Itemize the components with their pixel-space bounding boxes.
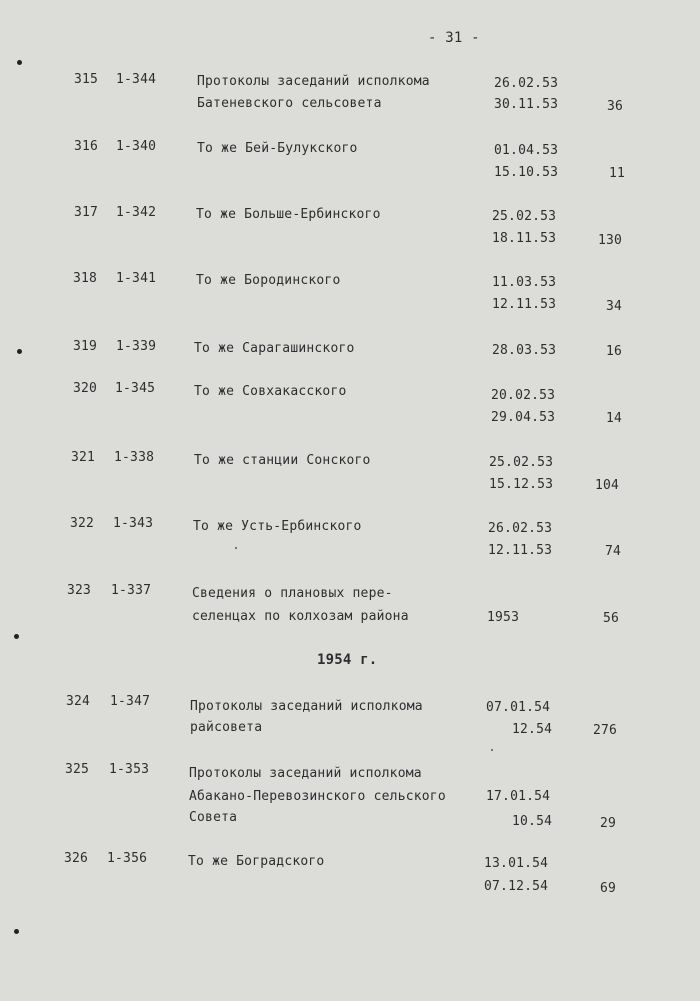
end-date: 15.12.53 (489, 477, 554, 492)
entry-number: 320 (73, 381, 98, 396)
end-date: 12.54 (512, 722, 553, 737)
end-date: 12.11.53 (488, 543, 553, 558)
start-date: 13.01.54 (484, 856, 549, 871)
sheet-count: 36 (607, 99, 624, 114)
end-date: 07.12.54 (484, 879, 549, 894)
entry-title-line: То же станции Сонского (194, 453, 371, 468)
start-date: 20.02.53 (491, 388, 556, 403)
paper-speck (491, 749, 493, 751)
year-heading: 1954 г. (317, 652, 378, 668)
start-date: 1953 (487, 610, 520, 625)
entry-number: 324 (66, 694, 91, 709)
entry-number: 322 (70, 516, 95, 531)
entry-title-line: То же Сарагашинского (194, 341, 355, 356)
entry-title-line: То же Больше-Ербинского (196, 207, 381, 222)
entry-title-line: Совета (189, 810, 238, 825)
binder-hole-mark (14, 929, 19, 934)
end-date: 10.54 (512, 814, 553, 829)
entry-number: 317 (74, 205, 99, 220)
sheet-count: 276 (593, 723, 618, 738)
entry-title-line: Абакано-Перевозинского сельского (189, 789, 446, 804)
sheet-count: 29 (600, 816, 617, 831)
page-number: - 31 - (428, 30, 480, 46)
file-code: 1-356 (107, 851, 148, 866)
start-date: 26.02.53 (494, 76, 559, 91)
entry-title-line: райсовета (190, 720, 263, 735)
paper-speck (235, 547, 237, 549)
file-code: 1-337 (111, 583, 152, 598)
sheet-count: 16 (606, 344, 623, 359)
end-date: 12.11.53 (492, 297, 557, 312)
entry-number: 325 (65, 762, 90, 777)
entry-title-line: То же Бородинского (196, 273, 341, 288)
entry-title-line: Протоколы заседаний исполкома (197, 74, 430, 89)
file-code: 1-342 (116, 205, 157, 220)
start-date: 11.03.53 (492, 275, 557, 290)
file-code: 1-339 (116, 339, 157, 354)
file-code: 1-353 (109, 762, 150, 777)
entry-number: 319 (73, 339, 98, 354)
start-date: 17.01.54 (486, 789, 551, 804)
entry-title-line: селенцах по колхозам района (192, 609, 409, 624)
end-date: 29.04.53 (491, 410, 556, 425)
binder-hole-mark (17, 349, 22, 354)
entry-title-line: То же Боградского (188, 854, 325, 869)
entry-title-line: Протоколы заседаний исполкома (190, 699, 423, 714)
entry-number: 316 (74, 139, 99, 154)
sheet-count: 74 (605, 544, 622, 559)
sheet-count: 56 (603, 611, 620, 626)
start-date: 07.01.54 (486, 700, 551, 715)
entry-number: 318 (73, 271, 98, 286)
start-date: 25.02.53 (492, 209, 557, 224)
sheet-count: 104 (595, 478, 620, 493)
binder-hole-mark (14, 634, 19, 639)
file-code: 1-340 (116, 139, 157, 154)
sheet-count: 11 (609, 166, 626, 181)
sheet-count: 14 (606, 411, 623, 426)
entry-number: 315 (74, 72, 99, 87)
end-date: 18.11.53 (492, 231, 557, 246)
entry-number: 321 (71, 450, 96, 465)
binder-hole-mark (17, 60, 22, 65)
entry-number: 326 (64, 851, 89, 866)
sheet-count: 130 (598, 233, 623, 248)
sheet-count: 69 (600, 881, 617, 896)
entry-title-line: То же Усть-Ербинского (193, 519, 362, 534)
start-date: 28.03.53 (492, 343, 557, 358)
entry-number: 323 (67, 583, 92, 598)
entry-title-line: Сведения о плановых пере- (192, 586, 393, 601)
file-code: 1-338 (114, 450, 155, 465)
entry-title-line: Протоколы заседаний исполкома (189, 766, 422, 781)
file-code: 1-345 (115, 381, 156, 396)
start-date: 25.02.53 (489, 455, 554, 470)
file-code: 1-343 (113, 516, 154, 531)
file-code: 1-341 (116, 271, 157, 286)
end-date: 30.11.53 (494, 97, 559, 112)
file-code: 1-344 (116, 72, 157, 87)
start-date: 01.04.53 (494, 143, 559, 158)
entry-title-line: То же Совхакасского (194, 384, 347, 399)
start-date: 26.02.53 (488, 521, 553, 536)
file-code: 1-347 (110, 694, 151, 709)
end-date: 15.10.53 (494, 165, 559, 180)
sheet-count: 34 (606, 299, 623, 314)
entry-title-line: То же Бей-Булукского (197, 141, 358, 156)
entry-title-line: Батеневского сельсовета (197, 96, 382, 111)
